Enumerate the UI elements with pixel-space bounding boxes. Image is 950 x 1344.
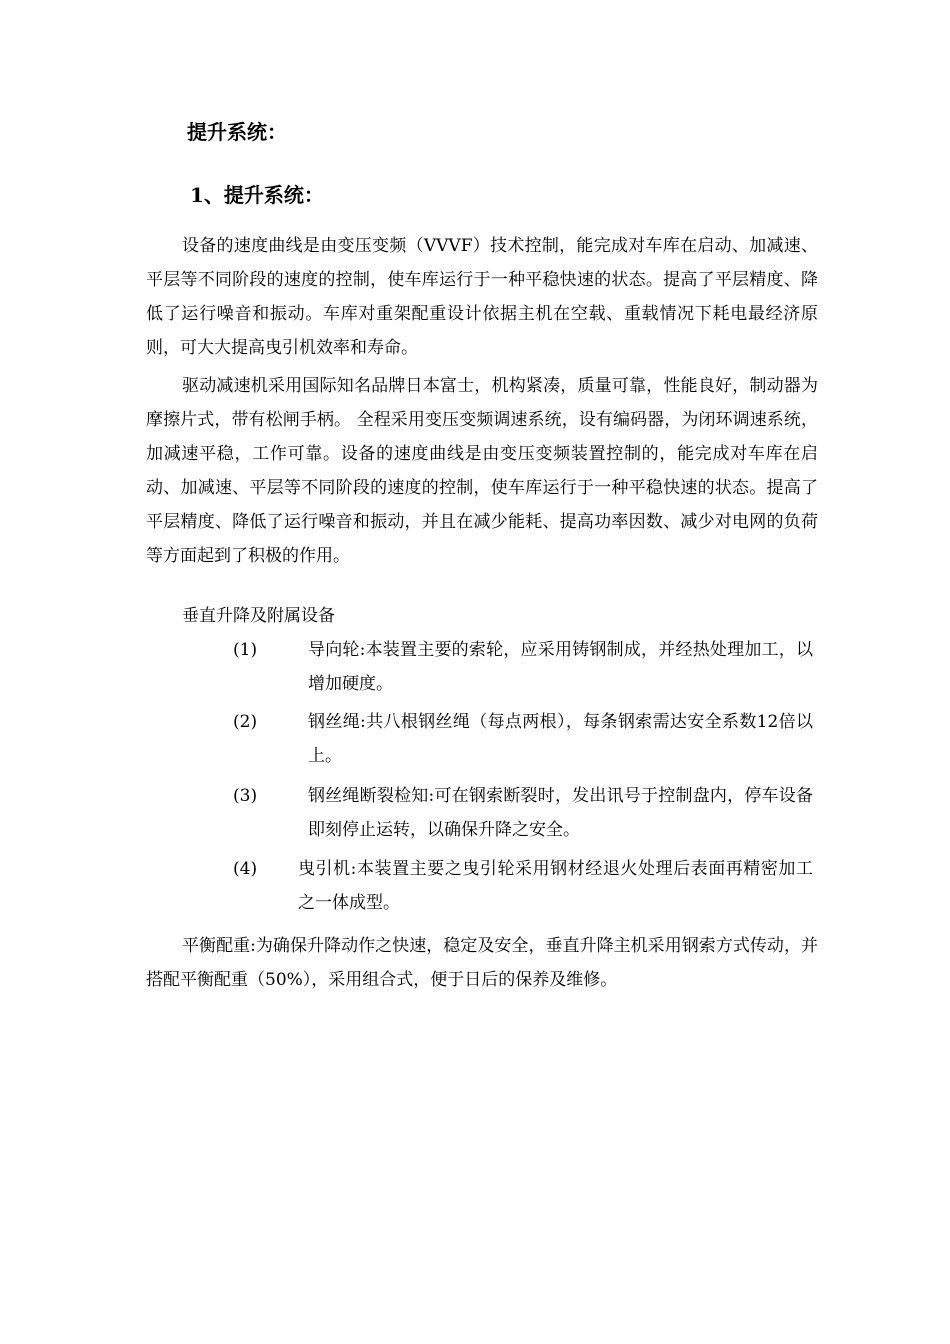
list-text: 钢丝绳断裂检知:可在钢索断裂时，发出讯号于控制盘内，停车设备即刻停止运转，以确保升降之安全。 [308,786,813,840]
paragraph-drive-reducer [146,369,818,573]
list-number: (4) [233,859,258,879]
paragraph-text: 设备的速度曲线是由变压变频（VVVF）技术控制，能完成对车库在启动、加减速、平层等不同阶段的速度的控制，使车库运行于一种平稳快速的状态。提高了平层精度、降低了运行噪音和振动。车库对重架配重设计依据主机在空载、重载情况下耗电最经济原则，可大大提高曳引机效率和寿命。 [146,236,818,358]
paragraph-vertical-lift-heading [146,599,818,633]
list-text: 导向轮:本装置主要的索轮，应采用铸钢制成，并经热处理加工，以增加硬度。 [308,640,813,694]
section-title: 提升系统： [187,120,287,144]
paragraph-speed-control [146,229,818,365]
list-text: 曳引机:本装置主要之曳引轮采用钢材经退火处理后表面再精密加工之一体成型。 [298,859,813,913]
subsection-title: 1、提升系统： [190,183,324,207]
paragraph-text: 垂直升降及附属设备 [182,606,335,626]
paragraph-text: 平衡配重:为确保升降动作之快速，稳定及安全，垂直升降主机采用钢索方式传动，并搭配平衡配重（50%），采用组合式，便于日后的保养及维修。 [146,936,818,990]
list-number: (2) [233,712,258,732]
list-number: (1) [233,640,258,660]
list-text: 钢丝绳:共八根钢丝绳（每点两根），每条钢索需达安全系数12倍以上。 [308,712,813,766]
paragraph-text: 驱动减速机采用国际知名品牌日本富士，机构紧凑，质量可靠，性能良好，制动器为摩擦片式，带有松闸手柄。 全程采用变压变频调速系统，设有编码器，为闭环调速系统，加减速平稳，工作可靠。设备的速度曲线是由变压变频装置控制的，能完成对车库在启动、加减速、平层等不同阶段的速度的控制，使车库运行于一种平稳快速的状态。提高了平层精度、降低了运行噪音和振动，并且在减少能耗、提高功率因数、减少对电网的负荷等方面起到了积极的作用。 [146,376,818,566]
list-number: (3) [233,786,258,806]
paragraph-counterweight [146,929,818,997]
